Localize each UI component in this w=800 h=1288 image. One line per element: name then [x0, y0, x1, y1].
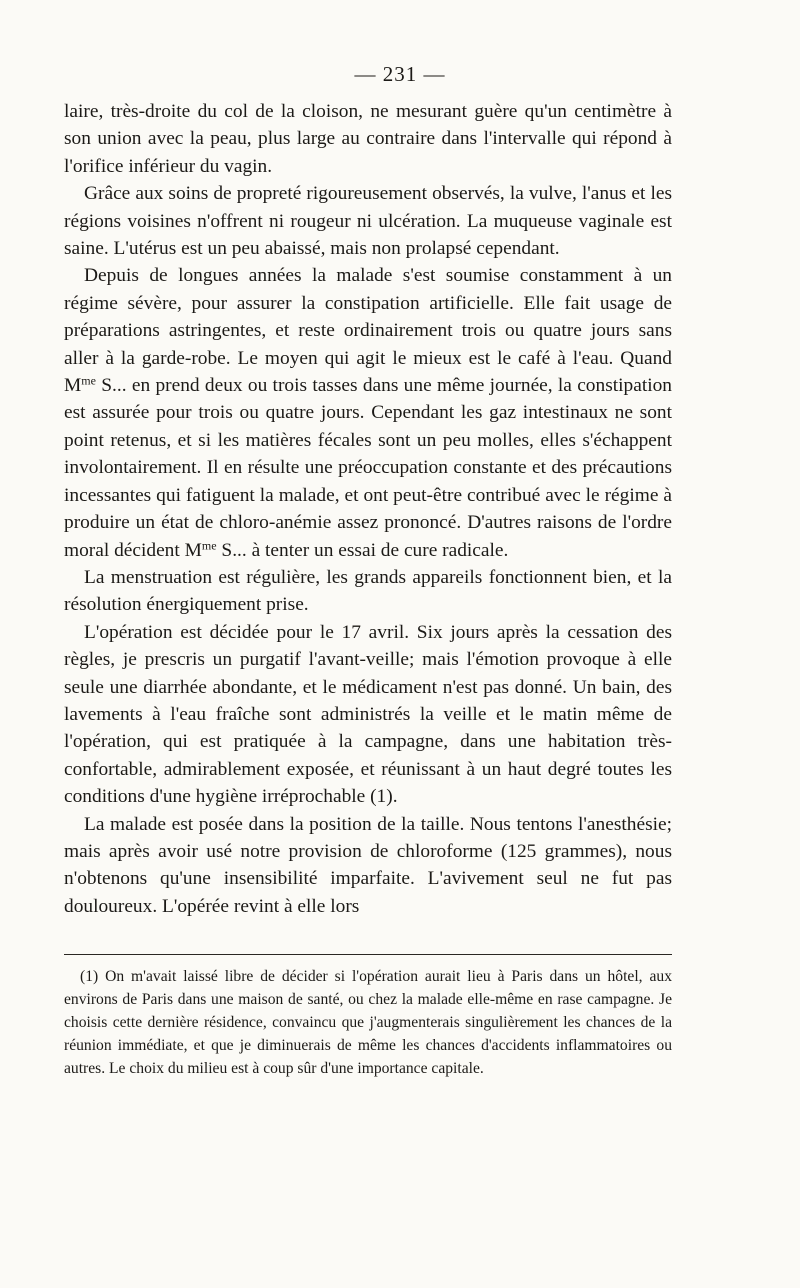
paragraph-3-part-2: S... en prend deux ou trois tasses dans une même journée, la constipation est assurée pour trois ou quatre jours. Cependant les gaz intestinaux ne sont point retenus, et si les matières fécales sont un peu molles, elles s'échappent involontairement. Il en résulte une préoccupation constante et des précautions incessantes qui fatiguent la malade, et ont peut-être contribué avec le régime à produire un état de chloro-anémie assez prononcé. D'autres raisons de l'ordre moral décident M [64, 375, 672, 561]
abbrev-superscript: me [81, 373, 96, 388]
paragraph-3-part-3: S... à tenter un essai de cure radicale. [221, 539, 509, 561]
paragraph-6: La malade est posée dans la position de la taille. Nous tentons l'anesthésie; mais après avoir usé notre provision de chloroforme (125 grammes), nous n'obtenons qu'une insensibilité imparfaite. L'avivement seul ne fut pas douloureux. L'opérée revint à elle lors [64, 813, 672, 917]
paragraph-4: La menstruation est régulière, les grands appareils fonctionnent bien, et la résolution énergiquement prise. [64, 566, 672, 616]
paragraph-2: Grâce aux soins de propreté rigoureusement observés, la vulve, l'anus et les régions voisines n'offrent ni rougeur ni ulcération. La muqueuse vaginale est saine. L'utérus est un peu abaissé, mais non prolapsé cependant. [64, 183, 672, 260]
main-text [64, 98, 672, 920]
footnote-divider [64, 954, 672, 955]
paragraph-3 [64, 262, 672, 563]
page-number: — 231 — [354, 62, 446, 86]
abbrev-superscript: me [201, 537, 217, 552]
paragraph-1: laire, très-droite du col de la cloison, ne mesurant guère qu'un centimètre à son union avec la peau, plus large au contraire dans l'intervalle qui répond à l'orifice inférieur du vagin. [64, 101, 672, 177]
footnote: (1) On m'avait laissé libre de décider si l'opération aurait lieu à Paris dans un hôtel, aux environs de Paris dans une maison de santé, ou chez la malade elle-même en rase campagne. Je choisis cette dernière résidence, convaincu que j'augmenterais singulièrement les chances de la réunion immédiate, et que je diminuerais de même les chances d'accidents inflammatoires ou autres. Le choix du milieu est à coup sûr d'une importance capitale. [64, 968, 672, 1077]
paragraph-5: L'opération est décidée pour le 17 avril. Six jours après la cessation des règles, je prescris un purgatif l'avant-veille; mais l'émotion provoque à elle seule une diarrhée abondante, et le médicament n'est pas donné. Un bain, des lavements à l'eau fraîche sont administrés la veille et le matin même de l'opération, qui est pratiquée à la campagne, dans une habitation très-confortable, admirablement exposée, et réunissant à un haut degré toutes les conditions d'une hygiène irréprochable (1). [64, 621, 672, 808]
paragraph-3-part-1: Depuis de longues années la malade s'est soumise constamment à un régime sévère, pour assurer la constipation artificielle. Elle fait usage de préparations astringentes, et reste ordinairement trois ou quatre jours sans aller à la garde-robe. Le moyen qui agit le mieux est le café à l'eau. Quand M [64, 265, 672, 397]
